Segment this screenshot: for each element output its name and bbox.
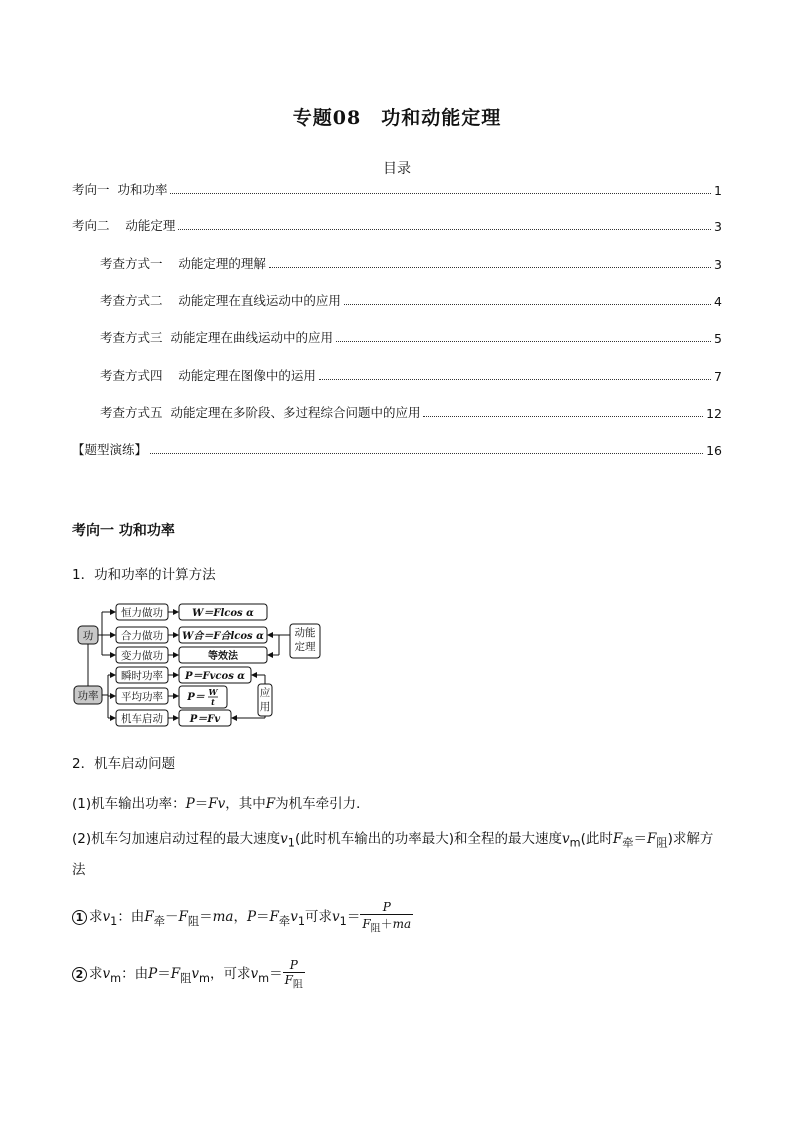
diagram-fraction-num: W [208,687,218,697]
math-sub: 1 [339,914,347,928]
text-run: ＝ [633,831,648,847]
math-var: Fv [208,796,226,812]
math-sub: 阻 [180,971,192,985]
toc-entry-label: 考查方式五 动能定理在多阶段、多过程综合问题中的应用 [100,405,421,420]
toc-entry[interactable] [100,366,722,384]
paragraph-method-2 [72,958,305,990]
toc-leader-dots [170,192,711,194]
paragraph-output-power [72,792,370,812]
text-run: ＝ [194,796,209,812]
diagram-fraction-den: t [211,697,215,707]
toc-entry-label: 考向二 动能定理 [72,218,176,233]
toc-entry[interactable] [100,403,722,421]
text-run: 为机车牵引力． [275,796,370,812]
diagram-side-label: 动能定理 [294,627,316,653]
toc-entry-page: 5 [714,331,722,346]
diagram-method-label: 平均功率 [121,691,163,703]
math-var: F [284,973,293,987]
fraction-numerator: P [283,958,305,973]
toc-entry[interactable] [72,440,722,458]
page-title: 专题08 功和动能定理 [292,107,502,129]
math-var: P [246,909,257,926]
diagram-method-label: 合力做功 [121,630,163,642]
diagram-method-label: 变力做功 [121,650,163,662]
diagram-root-work: 功 [82,630,94,642]
math-var: v [290,909,298,926]
text-run: ，其中 [225,796,266,812]
toc-entry-page: 7 [714,369,722,384]
diagram-formula: P＝Fv [189,714,221,725]
text-run: (此时机车输出的功率最大)和全程的最大速度 [294,831,562,847]
toc-leader-dots [178,228,711,230]
text-run: ：由 [121,966,149,983]
math-var: v [102,966,111,983]
toc-entry-page: 3 [714,219,722,234]
diagram-formula: P＝ [187,692,205,703]
toc-entry-label: 考查方式一 动能定理的理解 [100,256,266,271]
toc-entry[interactable] [100,328,722,346]
text-run: － [164,909,179,926]
text-run: 求 [89,966,103,983]
math-sub: 牵 [622,836,634,850]
toc-entry-page: 3 [714,257,722,272]
toc-entry-label: 考查方式三 动能定理在曲线运动中的应用 [100,330,333,345]
diagram-root-power: 功率 [77,690,99,702]
math-var: v [280,831,288,847]
toc-leader-dots [423,415,703,417]
math-var: F [647,831,657,847]
item-heading: 1．功和功率的计算方法 [72,567,216,583]
toc-entry-page: 16 [706,443,722,458]
text-run: ，可求 [209,966,251,983]
toc-leader-dots [319,378,711,380]
diagram-method-label: 机车启动 [121,713,163,725]
math-var: P [148,966,158,983]
toc-leader-dots [336,340,711,342]
text-run: 求 [89,909,103,926]
math-sub: 阻 [292,979,303,991]
paragraph-max-speed [72,826,724,883]
toc-entry-label: 考查方式四 动能定理在图像中的运用 [100,368,316,383]
text-run: ：由 [117,909,145,926]
math-var: F [144,909,154,926]
math-var: P [185,796,195,812]
text-run: 可求 [305,909,332,926]
math-var: v [332,909,340,926]
diagram-formula: W＝Flcos α [192,608,254,619]
math-sub: 1 [287,836,295,850]
circled-number: 2 [72,967,87,982]
math-sub: 阻 [370,923,381,935]
item-heading: 2．机车启动问题 [72,756,176,772]
math-var: v [102,909,111,926]
toc-entry[interactable] [100,291,722,309]
math-sub: 阻 [187,914,200,928]
text-run: ＋ [380,917,393,931]
text-run: ＝ [199,909,213,926]
math-sub: 1 [110,914,118,928]
text-run: ＝ [256,909,270,926]
math-var: F [612,831,623,847]
fraction-numerator: P [360,900,413,915]
work-power-diagram [72,600,332,732]
toc-leader-dots [344,303,711,305]
toc-entry-label: 【题型演练】 [72,442,148,457]
toc-entry[interactable] [100,254,722,272]
math-sub: 牵 [278,914,291,928]
math-var: v [191,966,199,983]
diagram-method-label: 瞬时功率 [121,670,163,682]
math-var: F [178,909,188,926]
math-sub: 阻 [656,836,668,850]
math-var: v [561,831,570,847]
text-run: )求解方法 [72,831,714,878]
text-run: ＝ [157,966,171,983]
math-var: F [362,917,371,931]
math-var: F [265,796,276,812]
text-run: ， [233,909,247,926]
diagram-formula: W合＝F合lcos α [182,631,264,642]
math-sub: 1 [297,914,305,928]
text-run: (1)机车输出功率： [72,796,186,812]
toc-leader-dots [150,452,703,454]
math-var: ma [392,917,412,931]
circled-number: 1 [72,910,87,925]
math-var: ma [212,909,234,926]
math-var: v [250,966,259,983]
math-sub: m [110,971,122,985]
math-sub: m [258,971,270,985]
diagram-formula: P＝Fvcos α [185,671,245,682]
math-sub: 牵 [153,914,165,928]
text-run: ＝ [269,966,283,983]
toc-leader-dots [269,266,711,268]
diagram-formula: 等效法 [208,651,238,662]
math-var: F [170,966,181,983]
paragraph-method-1 [72,900,413,934]
toc-entry-label: 考向一 功和功率 [72,182,168,197]
math-sub: m [569,836,581,850]
toc-entry-page: 1 [714,183,722,198]
toc-entry[interactable] [72,180,722,198]
diagram-method-label: 恒力做功 [121,607,163,619]
text-run: ＝ [346,909,361,926]
text-run: (此时 [580,831,613,847]
math-sub: m [198,971,210,985]
math-var: F [269,909,279,926]
toc-entry[interactable] [72,216,722,234]
toc-heading: 目录 [383,161,411,177]
fraction [360,900,413,934]
diagram-side-label: 应用 [259,687,271,713]
text-run: (2)机车匀加速启动过程的最大速度 [72,831,281,847]
toc-entry-page: 12 [706,406,722,421]
section-heading: 考向一 功和功率 [72,523,175,539]
toc-entry-label: 考查方式二 动能定理在直线运动中的应用 [100,293,341,308]
toc-entry-page: 4 [714,294,722,309]
fraction [283,958,305,990]
